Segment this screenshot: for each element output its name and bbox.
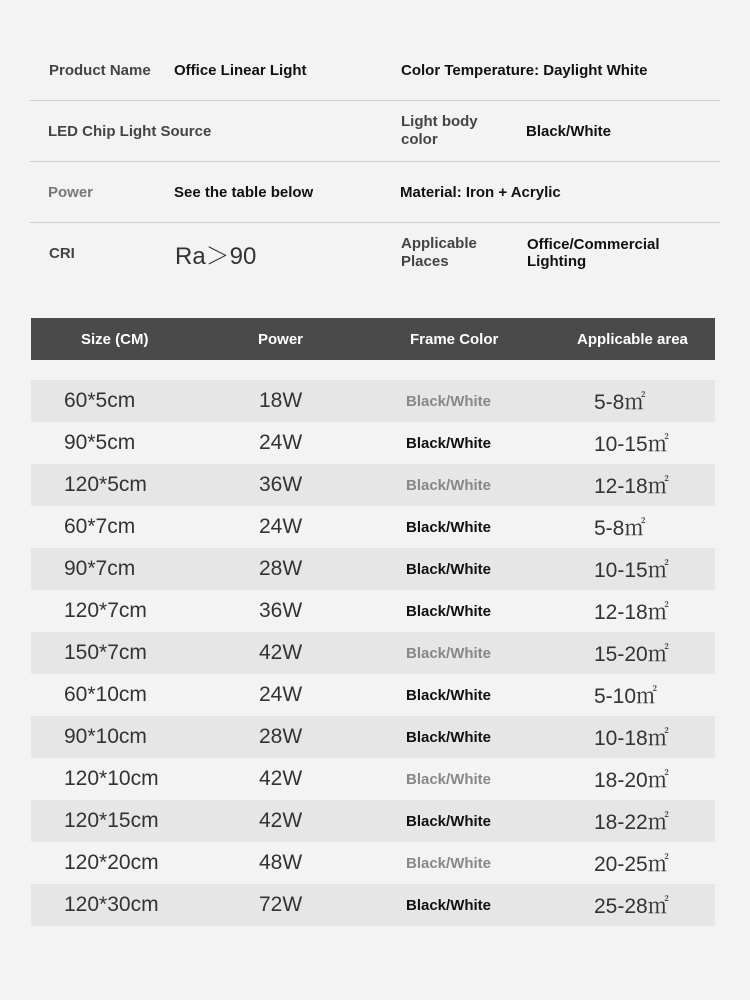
cell-power: 18W bbox=[259, 389, 303, 412]
cell-size: 120*7cm bbox=[64, 599, 147, 622]
cell-power: 28W bbox=[259, 557, 303, 580]
cell-power: 24W bbox=[259, 515, 303, 538]
spec-row-product bbox=[30, 40, 720, 101]
cell-frame: Black/White bbox=[406, 434, 492, 452]
cell-frame: Black/White bbox=[406, 812, 492, 830]
header-power: Power bbox=[258, 330, 304, 348]
cell-area: 12-18㎡ bbox=[594, 601, 669, 624]
header-frame-color: Frame Color bbox=[410, 330, 499, 348]
cell-frame: Black/White bbox=[406, 854, 492, 872]
table-row bbox=[31, 464, 715, 506]
table-header bbox=[31, 318, 715, 360]
cell-frame: Black/White bbox=[406, 770, 492, 788]
cell-area: 10-15㎡ bbox=[594, 559, 669, 582]
cell-size: 90*5cm bbox=[64, 431, 136, 454]
spec-row-cri bbox=[30, 223, 720, 283]
size-table bbox=[31, 318, 715, 926]
chip-label: LED Chip Light Source bbox=[48, 122, 212, 140]
table-row bbox=[31, 422, 715, 464]
cell-frame: Black/White bbox=[406, 644, 492, 662]
places-label-line1: Applicable bbox=[401, 235, 477, 252]
cell-area: 18-22㎡ bbox=[594, 811, 669, 834]
cell-frame: Black/White bbox=[406, 728, 492, 746]
cell-area: 25-28㎡ bbox=[594, 895, 669, 918]
table-row bbox=[31, 632, 715, 674]
cell-power: 42W bbox=[259, 767, 303, 790]
table-body bbox=[31, 380, 715, 926]
cell-power: 28W bbox=[259, 725, 303, 748]
cell-area: 5-10㎡ bbox=[594, 685, 658, 708]
product-name-label: Product Name bbox=[49, 61, 151, 79]
header-size: Size (CM) bbox=[81, 330, 149, 348]
table-row bbox=[31, 800, 715, 842]
spec-row-chip bbox=[30, 101, 720, 162]
table-row bbox=[31, 842, 715, 884]
cell-power: 36W bbox=[259, 473, 303, 496]
cell-power: 48W bbox=[259, 851, 303, 874]
places-label-line2: Places bbox=[401, 253, 449, 270]
cell-size: 150*7cm bbox=[64, 641, 147, 664]
cell-size: 60*5cm bbox=[64, 389, 136, 412]
cell-area: 12-18㎡ bbox=[594, 475, 669, 498]
table-row bbox=[31, 548, 715, 590]
power-label: Power bbox=[48, 183, 94, 201]
cell-size: 120*15cm bbox=[64, 809, 159, 832]
spec-sheet bbox=[30, 40, 720, 283]
cell-power: 42W bbox=[259, 641, 303, 664]
power-value: See the table below bbox=[174, 183, 314, 201]
cell-frame: Black/White bbox=[406, 602, 492, 620]
body-color-label bbox=[401, 101, 478, 161]
cell-power: 42W bbox=[259, 809, 303, 832]
cell-size: 90*10cm bbox=[64, 725, 147, 748]
cell-area: 18-20㎡ bbox=[594, 769, 669, 792]
table-row bbox=[31, 590, 715, 632]
cell-power: 72W bbox=[259, 893, 303, 916]
cell-size: 60*10cm bbox=[64, 683, 147, 706]
body-color-value: Black/White bbox=[526, 122, 612, 140]
material: Material: Iron + Acrylic bbox=[400, 183, 561, 201]
body-color-label-line2: color bbox=[401, 131, 438, 148]
body-color-label-line1: Light body bbox=[401, 113, 478, 130]
cell-area: 20-25㎡ bbox=[594, 853, 669, 876]
cell-frame: Black/White bbox=[406, 896, 492, 914]
cell-area: 5-8㎡ bbox=[594, 391, 646, 414]
cell-frame: Black/White bbox=[406, 560, 492, 578]
table-row bbox=[31, 758, 715, 800]
table-row bbox=[31, 380, 715, 422]
spec-row-power bbox=[30, 162, 720, 223]
product-name-value: Office Linear Light bbox=[174, 61, 307, 79]
cri-value: Ra＞90 bbox=[175, 242, 257, 270]
table-row bbox=[31, 884, 715, 926]
places-value: Office/Commercial Lighting bbox=[527, 236, 660, 270]
cri-label: CRI bbox=[49, 244, 75, 262]
cell-size: 120*10cm bbox=[64, 767, 159, 790]
cell-power: 36W bbox=[259, 599, 303, 622]
cell-size: 90*7cm bbox=[64, 557, 136, 580]
cell-size: 120*20cm bbox=[64, 851, 159, 874]
cell-size: 120*30cm bbox=[64, 893, 159, 916]
cell-power: 24W bbox=[259, 683, 303, 706]
cell-area: 10-18㎡ bbox=[594, 727, 669, 750]
table-row bbox=[31, 674, 715, 716]
table-row bbox=[31, 506, 715, 548]
cell-size: 120*5cm bbox=[64, 473, 147, 496]
places-label bbox=[401, 223, 477, 283]
cell-frame: Black/White bbox=[406, 686, 492, 704]
header-applicable-area: Applicable area bbox=[577, 330, 688, 348]
cell-frame: Black/White bbox=[406, 518, 492, 536]
cell-area: 15-20㎡ bbox=[594, 643, 669, 666]
cell-frame: Black/White bbox=[406, 392, 492, 410]
cell-area: 10-15㎡ bbox=[594, 433, 669, 456]
table-row bbox=[31, 716, 715, 758]
cell-size: 60*7cm bbox=[64, 515, 136, 538]
color-temperature: Color Temperature: Daylight White bbox=[401, 61, 648, 79]
cell-area: 5-8㎡ bbox=[594, 517, 646, 540]
cell-frame: Black/White bbox=[406, 476, 492, 494]
cell-power: 24W bbox=[259, 431, 303, 454]
